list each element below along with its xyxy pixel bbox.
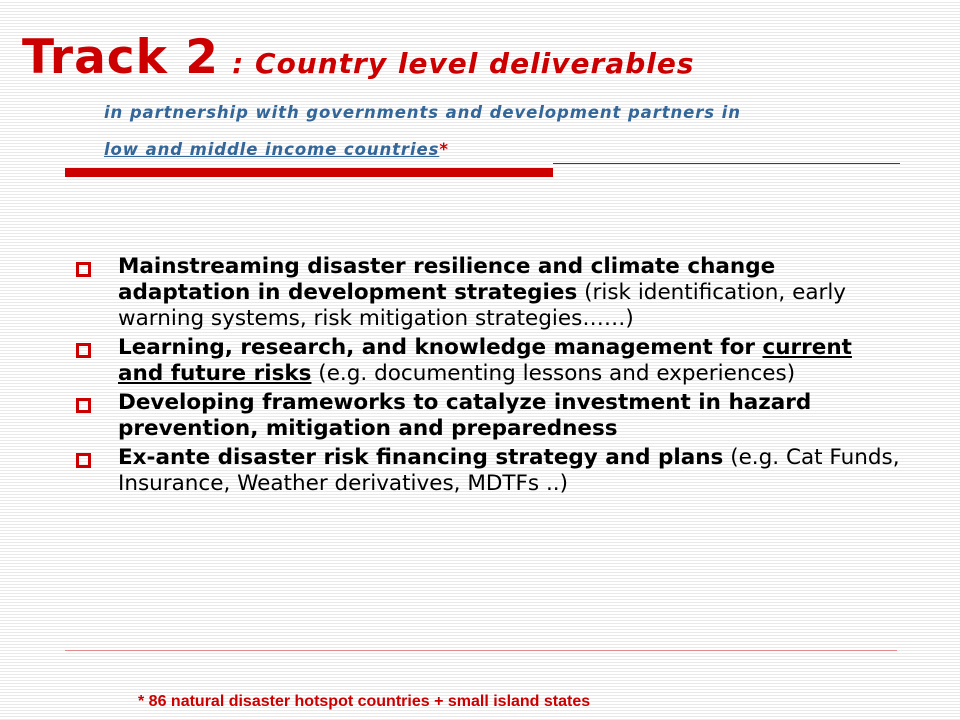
bullet-list (74, 254, 904, 500)
hollow-square-bullet-icon (76, 398, 91, 413)
title-underline-bar (65, 168, 553, 177)
bullet-normal-text: (e.g. documenting lessons and experiences) (311, 361, 796, 386)
bullet-normal-text: (risk identification, early warning systems, risk mitigation strategies……) (118, 280, 847, 331)
bullet-bold-text: Developing frameworks to catalyze investment in hazard prevention, mitigation and preparedness (118, 390, 812, 441)
subtitle-link[interactable]: low and middle income countries (104, 140, 440, 159)
subtitle-asterisk: * (439, 140, 449, 159)
bullet-bold-text: Ex-ante disaster risk financing strategy and plans (118, 445, 724, 470)
title-rule (553, 163, 900, 164)
bullet-normal-text: (e.g. Cat Funds, Insurance, Weather derivatives, MDTFs ..) (118, 445, 900, 496)
slide-subtitle (104, 94, 741, 168)
bullet-item (74, 335, 904, 387)
bullet-item (74, 445, 904, 497)
bullet-bold-text: Mainstreaming disaster resilience and climate change adaptation in development strategies (118, 254, 776, 305)
footer-rule (65, 650, 897, 651)
subtitle-line-1: in partnership with governments and development partners in (104, 103, 741, 122)
hollow-square-bullet-icon (76, 343, 91, 358)
title-main: Track 2 (22, 30, 219, 85)
bullet-underlined-text: current and future risks (118, 335, 852, 386)
bullet-item (74, 390, 904, 442)
hollow-square-bullet-icon (76, 262, 91, 277)
footnote: * 86 natural disaster hotspot countries + small island states (138, 693, 591, 710)
bullet-bold-text: Learning, research, and knowledge management for (118, 335, 763, 360)
hollow-square-bullet-icon (76, 453, 91, 468)
bullet-item (74, 254, 904, 332)
slide-title (22, 30, 695, 85)
title-sub: : Country level deliverables (232, 47, 695, 80)
